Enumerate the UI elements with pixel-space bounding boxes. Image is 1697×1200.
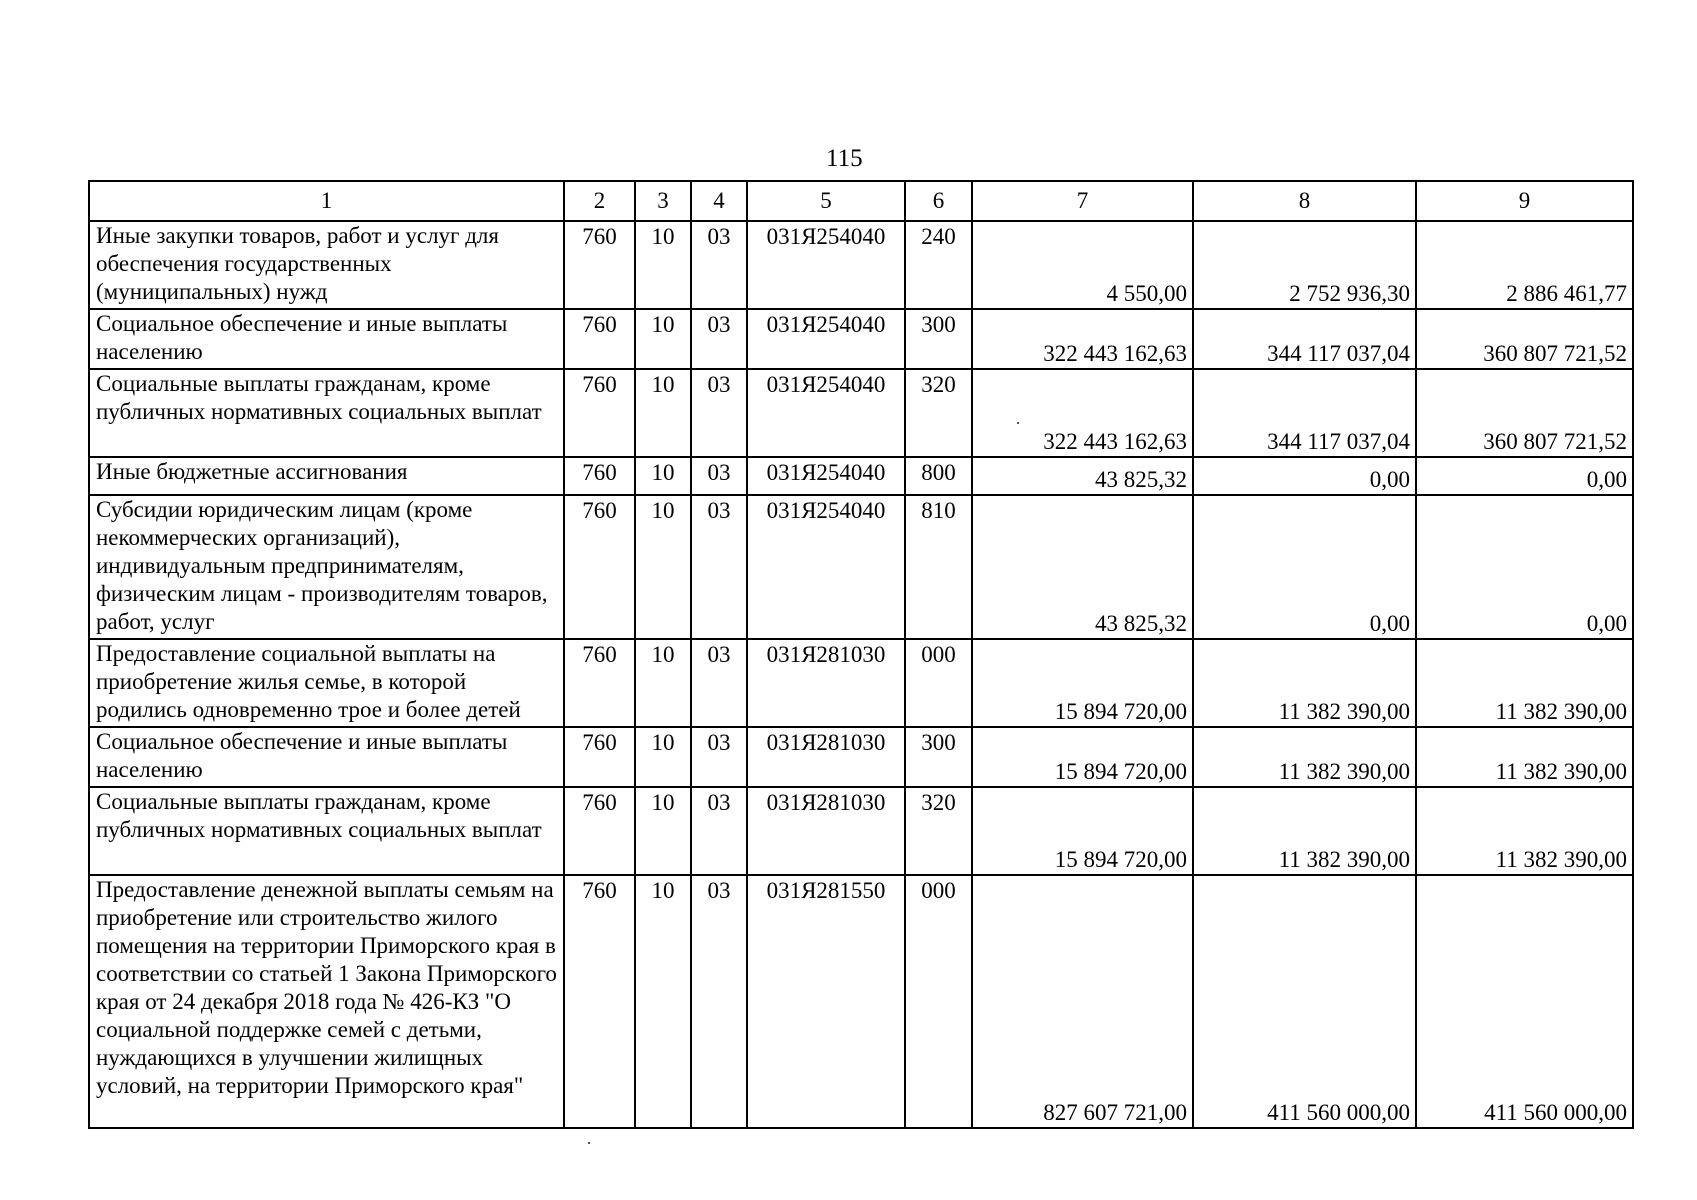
amount-cell: 0,00 <box>1416 457 1633 495</box>
code-cell: 810 <box>905 495 972 639</box>
code-cell: 03 <box>691 727 747 787</box>
code-cell: 031Я254040 <box>747 221 905 309</box>
code-cell: 10 <box>635 495 691 639</box>
amount-cell: 4 550,00 <box>972 221 1193 309</box>
code-cell: 03 <box>691 309 747 369</box>
row-name: Субсидии юридическим лицам (кроме некоммерческих организаций), индивидуальным предпринимателям, физическим лицам - производителям товаров, работ, услуг <box>89 495 564 639</box>
amount-cell: 827 607 721,00 <box>972 875 1193 1128</box>
code-cell: 031Я281030 <box>747 787 905 875</box>
table-row <box>89 309 1633 369</box>
amount-cell: 411 560 000,00 <box>1193 875 1416 1128</box>
amount-cell: 11 382 390,00 <box>1416 639 1633 727</box>
row-name: Социальное обеспечение и иные выплаты населению <box>89 727 564 787</box>
code-cell: 03 <box>691 875 747 1128</box>
code-cell: 320 <box>905 787 972 875</box>
row-name: Социальные выплаты гражданам, кроме публичных нормативных социальных выплат <box>89 787 564 875</box>
code-cell: 320 <box>905 369 972 457</box>
code-cell: 031Я254040 <box>747 369 905 457</box>
code-cell: 760 <box>564 369 635 457</box>
code-cell: 760 <box>564 787 635 875</box>
code-cell: 10 <box>635 369 691 457</box>
amount-cell: 2 752 936,30 <box>1193 221 1416 309</box>
code-cell: 10 <box>635 309 691 369</box>
header-cell: 7 <box>972 181 1193 221</box>
code-cell: 031Я281030 <box>747 727 905 787</box>
header-cell: 5 <box>747 181 905 221</box>
code-cell: 031Я254040 <box>747 495 905 639</box>
header-cell: 6 <box>905 181 972 221</box>
amount-cell: 344 117 037,04 <box>1193 369 1416 457</box>
table-row <box>89 369 1633 457</box>
row-name: Иные закупки товаров, работ и услуг для обеспечения государственных (муниципальных) нужд <box>89 221 564 309</box>
table-row <box>89 221 1633 309</box>
code-cell: 031Я281030 <box>747 639 905 727</box>
table-row <box>89 875 1633 1128</box>
amount-cell: 15 894 720,00 <box>972 727 1193 787</box>
amount-cell: 11 382 390,00 <box>1193 787 1416 875</box>
row-name: Социальные выплаты гражданам, кроме публичных нормативных социальных выплат <box>89 369 564 457</box>
amount-cell: 0,00 <box>1193 495 1416 639</box>
code-cell: 03 <box>691 369 747 457</box>
row-name: Иные бюджетные ассигнования <box>89 457 564 495</box>
amount-cell: 43 825,32 <box>972 495 1193 639</box>
amount-cell: 322 443 162,63 <box>972 309 1193 369</box>
code-cell: 10 <box>635 787 691 875</box>
code-cell: 760 <box>564 495 635 639</box>
code-cell: 300 <box>905 309 972 369</box>
code-cell: 000 <box>905 875 972 1128</box>
header-cell: 8 <box>1193 181 1416 221</box>
amount-cell: 344 117 037,04 <box>1193 309 1416 369</box>
amount-cell: 0,00 <box>1193 457 1416 495</box>
code-cell: 03 <box>691 457 747 495</box>
header-cell: 3 <box>635 181 691 221</box>
amount-cell: 2 886 461,77 <box>1416 221 1633 309</box>
code-cell: 800 <box>905 457 972 495</box>
code-cell: 760 <box>564 875 635 1128</box>
page-number: 115 <box>826 145 863 172</box>
amount-cell: 360 807 721,52 <box>1416 369 1633 457</box>
code-cell: 03 <box>691 221 747 309</box>
amount-cell: 411 560 000,00 <box>1416 875 1633 1128</box>
row-name: Предоставление денежной выплаты семьям на приобретение или строительство жилого помещения на территории Приморского края в соответствии со статьей 1 Закона Приморского края от 24 декабря 2018 года № 426-КЗ "О социальной поддержке семей с детьми, нуждающихся в улучшении жилищных условий, на территории Приморского края" <box>89 875 564 1128</box>
code-cell: 03 <box>691 639 747 727</box>
amount-cell: 11 382 390,00 <box>1193 639 1416 727</box>
scan-speck <box>588 1142 590 1144</box>
amount-cell: 15 894 720,00 <box>972 787 1193 875</box>
code-cell: 300 <box>905 727 972 787</box>
code-cell: 760 <box>564 727 635 787</box>
table-row <box>89 639 1633 727</box>
amount-cell: 322 443 162,63 <box>972 369 1193 457</box>
row-name: Предоставление социальной выплаты на приобретение жилья семье, в которой родились одновременно трое и более детей <box>89 639 564 727</box>
code-cell: 031Я254040 <box>747 457 905 495</box>
code-cell: 03 <box>691 495 747 639</box>
code-cell: 000 <box>905 639 972 727</box>
code-cell: 760 <box>564 309 635 369</box>
amount-cell: 11 382 390,00 <box>1416 727 1633 787</box>
code-cell: 03 <box>691 787 747 875</box>
code-cell: 031Я254040 <box>747 309 905 369</box>
code-cell: 10 <box>635 457 691 495</box>
code-cell: 10 <box>635 221 691 309</box>
code-cell: 031Я281550 <box>747 875 905 1128</box>
amount-cell: 15 894 720,00 <box>972 639 1193 727</box>
table-row <box>89 727 1633 787</box>
code-cell: 760 <box>564 221 635 309</box>
table-header-row <box>89 181 1633 221</box>
table-row <box>89 787 1633 875</box>
header-cell: 9 <box>1416 181 1633 221</box>
code-cell: 760 <box>564 457 635 495</box>
amount-cell: 11 382 390,00 <box>1416 787 1633 875</box>
code-cell: 10 <box>635 875 691 1128</box>
table-row <box>89 457 1633 495</box>
row-name: Социальное обеспечение и иные выплаты населению <box>89 309 564 369</box>
header-cell: 1 <box>89 181 564 221</box>
header-cell: 4 <box>691 181 747 221</box>
amount-cell: 43 825,32 <box>972 457 1193 495</box>
code-cell: 760 <box>564 639 635 727</box>
amount-cell: 360 807 721,52 <box>1416 309 1633 369</box>
budget-table <box>88 180 1634 1129</box>
amount-cell: 0,00 <box>1416 495 1633 639</box>
code-cell: 240 <box>905 221 972 309</box>
amount-cell: 11 382 390,00 <box>1193 727 1416 787</box>
header-cell: 2 <box>564 181 635 221</box>
code-cell: 10 <box>635 727 691 787</box>
scan-speck <box>1017 422 1019 424</box>
code-cell: 10 <box>635 639 691 727</box>
table-row <box>89 495 1633 639</box>
